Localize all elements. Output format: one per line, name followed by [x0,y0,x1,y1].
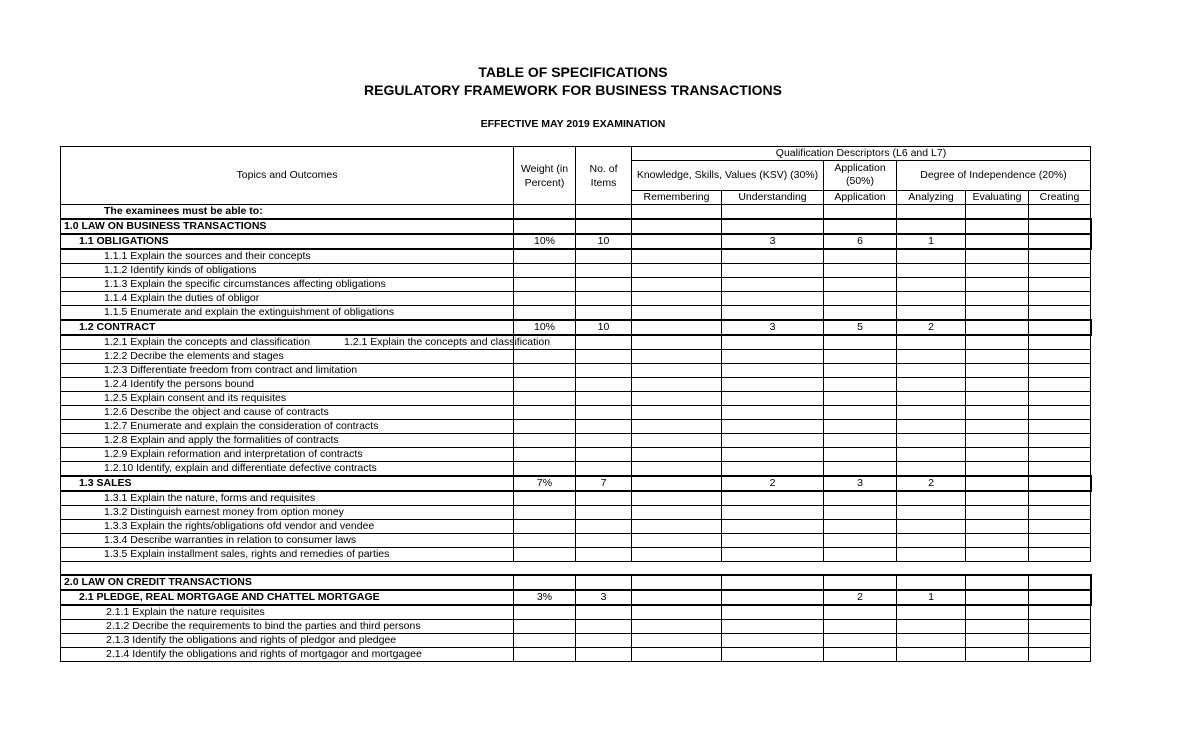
outcome-item: 2.1.2 Decribe the requirements to bind the parties and third persons [61,620,514,634]
application-value: 6 [824,234,897,249]
analyzing-value: 2 [897,476,966,491]
section-2-title: 2.0 LAW ON CREDIT TRANSACTIONS [61,575,514,590]
header-items: No. of Items [576,147,632,205]
header-application: Application (50%) [824,161,897,191]
understanding-value: 3 [722,320,824,335]
topic-pledge-mortgage: 2.1 PLEDGE, REAL MORTGAGE AND CHATTEL MORTGAGE [61,590,514,605]
outcome-item: 1.3.4 Describe warranties in relation to consumer laws [61,534,514,548]
header-ksv: Knowledge, Skills, Values (KSV) (30%) [632,161,824,191]
analyzing-value: 1 [897,590,966,605]
outcome-item: 1.3.1 Explain the nature, forms and requisites [61,491,514,506]
outcome-item: 1.3.5 Explain installment sales, rights and remedies of parties [61,548,514,562]
outcome-item: 1.2.4 Identify the persons bound [61,378,514,392]
outcome-item: 1.2.8 Explain and apply the formalities of contracts [61,434,514,448]
header-topics: Topics and Outcomes [61,147,514,205]
application-value: 3 [824,476,897,491]
outcome-item: 1.1.3 Explain the specific circumstances affecting obligations [61,278,514,292]
header-remembering: Remembering [632,190,722,204]
weight-value: 10% [514,320,576,335]
header-creating: Creating [1029,190,1091,204]
section-1-title: 1.0 LAW ON BUSINESS TRANSACTIONS [61,219,514,234]
page-title: TABLE OF SPECIFICATIONS [478,64,668,80]
outcome-item: 1.1.5 Enumerate and explain the extinguishment of obligations [61,306,514,321]
outcome-item: 2.1.4 Identify the obligations and rights of mortgagor and mortgagee [61,648,514,662]
outcome-text: 1.2.1 Explain the concepts and classification [104,336,311,348]
effective-date: EFFECTIVE MAY 2019 EXAMINATION [480,118,666,130]
header-weight: Weight (in Percent) [514,147,576,205]
outcome-item: 1.2.2 Decribe the elements and stages [61,350,514,364]
header-application-sub: Application [824,190,897,204]
understanding-value: 2 [722,476,824,491]
analyzing-value: 1 [897,234,966,249]
outcome-item: 1.2.9 Explain reformation and interpretation of contracts [61,448,514,462]
outcome-item: 1.2.6 Describe the object and cause of contracts [61,406,514,420]
weight-value: 7% [514,476,576,491]
items-value: 10 [576,320,632,335]
topic-contract: 1.2 CONTRACT [61,320,514,335]
outcome-item: 1.2.7 Enumerate and explain the consideration of contracts [61,420,514,434]
page-subtitle: REGULATORY FRAMEWORK FOR BUSINESS TRANSACTIONS [364,82,782,98]
items-value: 7 [576,476,632,491]
topic-obligations: 1.1 OBLIGATIONS [61,234,514,249]
header-understanding: Understanding [722,190,824,204]
understanding-value: 3 [722,234,824,249]
outcome-item: 1.2.5 Explain consent and its requisites [61,392,514,406]
application-value: 5 [824,320,897,335]
outcome-item: 2.1.3 Identify the obligations and rights of pledgor and pledgee [61,634,514,648]
weight-value: 10% [514,234,576,249]
outcome-item: 1.3.3 Explain the rights/obligations ofd vendor and vendee [61,520,514,534]
outcome-item: 1.2.3 Differentiate freedom from contract and limitation [61,364,514,378]
weight-value: 3% [514,590,576,605]
outcome-item: 1.1.2 Identify kinds of obligations [61,264,514,278]
outcome-item: 1.1.4 Explain the duties of obligor [61,292,514,306]
outcome-item [61,335,551,350]
header-independence: Degree of Independence (20%) [897,161,1091,191]
analyzing-value: 2 [897,320,966,335]
items-value: 10 [576,234,632,249]
intro-text: The examinees must be able to: [61,205,514,220]
topic-sales: 1.3 SALES [61,476,514,491]
header-qualification: Qualification Descriptors (L6 and L7) [632,147,1091,161]
outcome-item: 1.3.2 Distinguish earnest money from option money [61,506,514,520]
specifications-table [60,146,1092,662]
application-value: 2 [824,590,897,605]
items-value: 3 [576,590,632,605]
outcome-item: 1.2.10 Identify, explain and differentiate defective contracts [61,462,514,477]
outcome-item: 1.1.1 Explain the sources and their concepts [61,249,514,264]
outcome-item: 2.1.1 Explain the nature requisites [61,605,514,620]
outcome-overflow-text: 1.2.1 Explain the concepts and classification [344,336,551,348]
header-analyzing: Analyzing [897,190,966,204]
header-evaluating: Evaluating [966,190,1029,204]
